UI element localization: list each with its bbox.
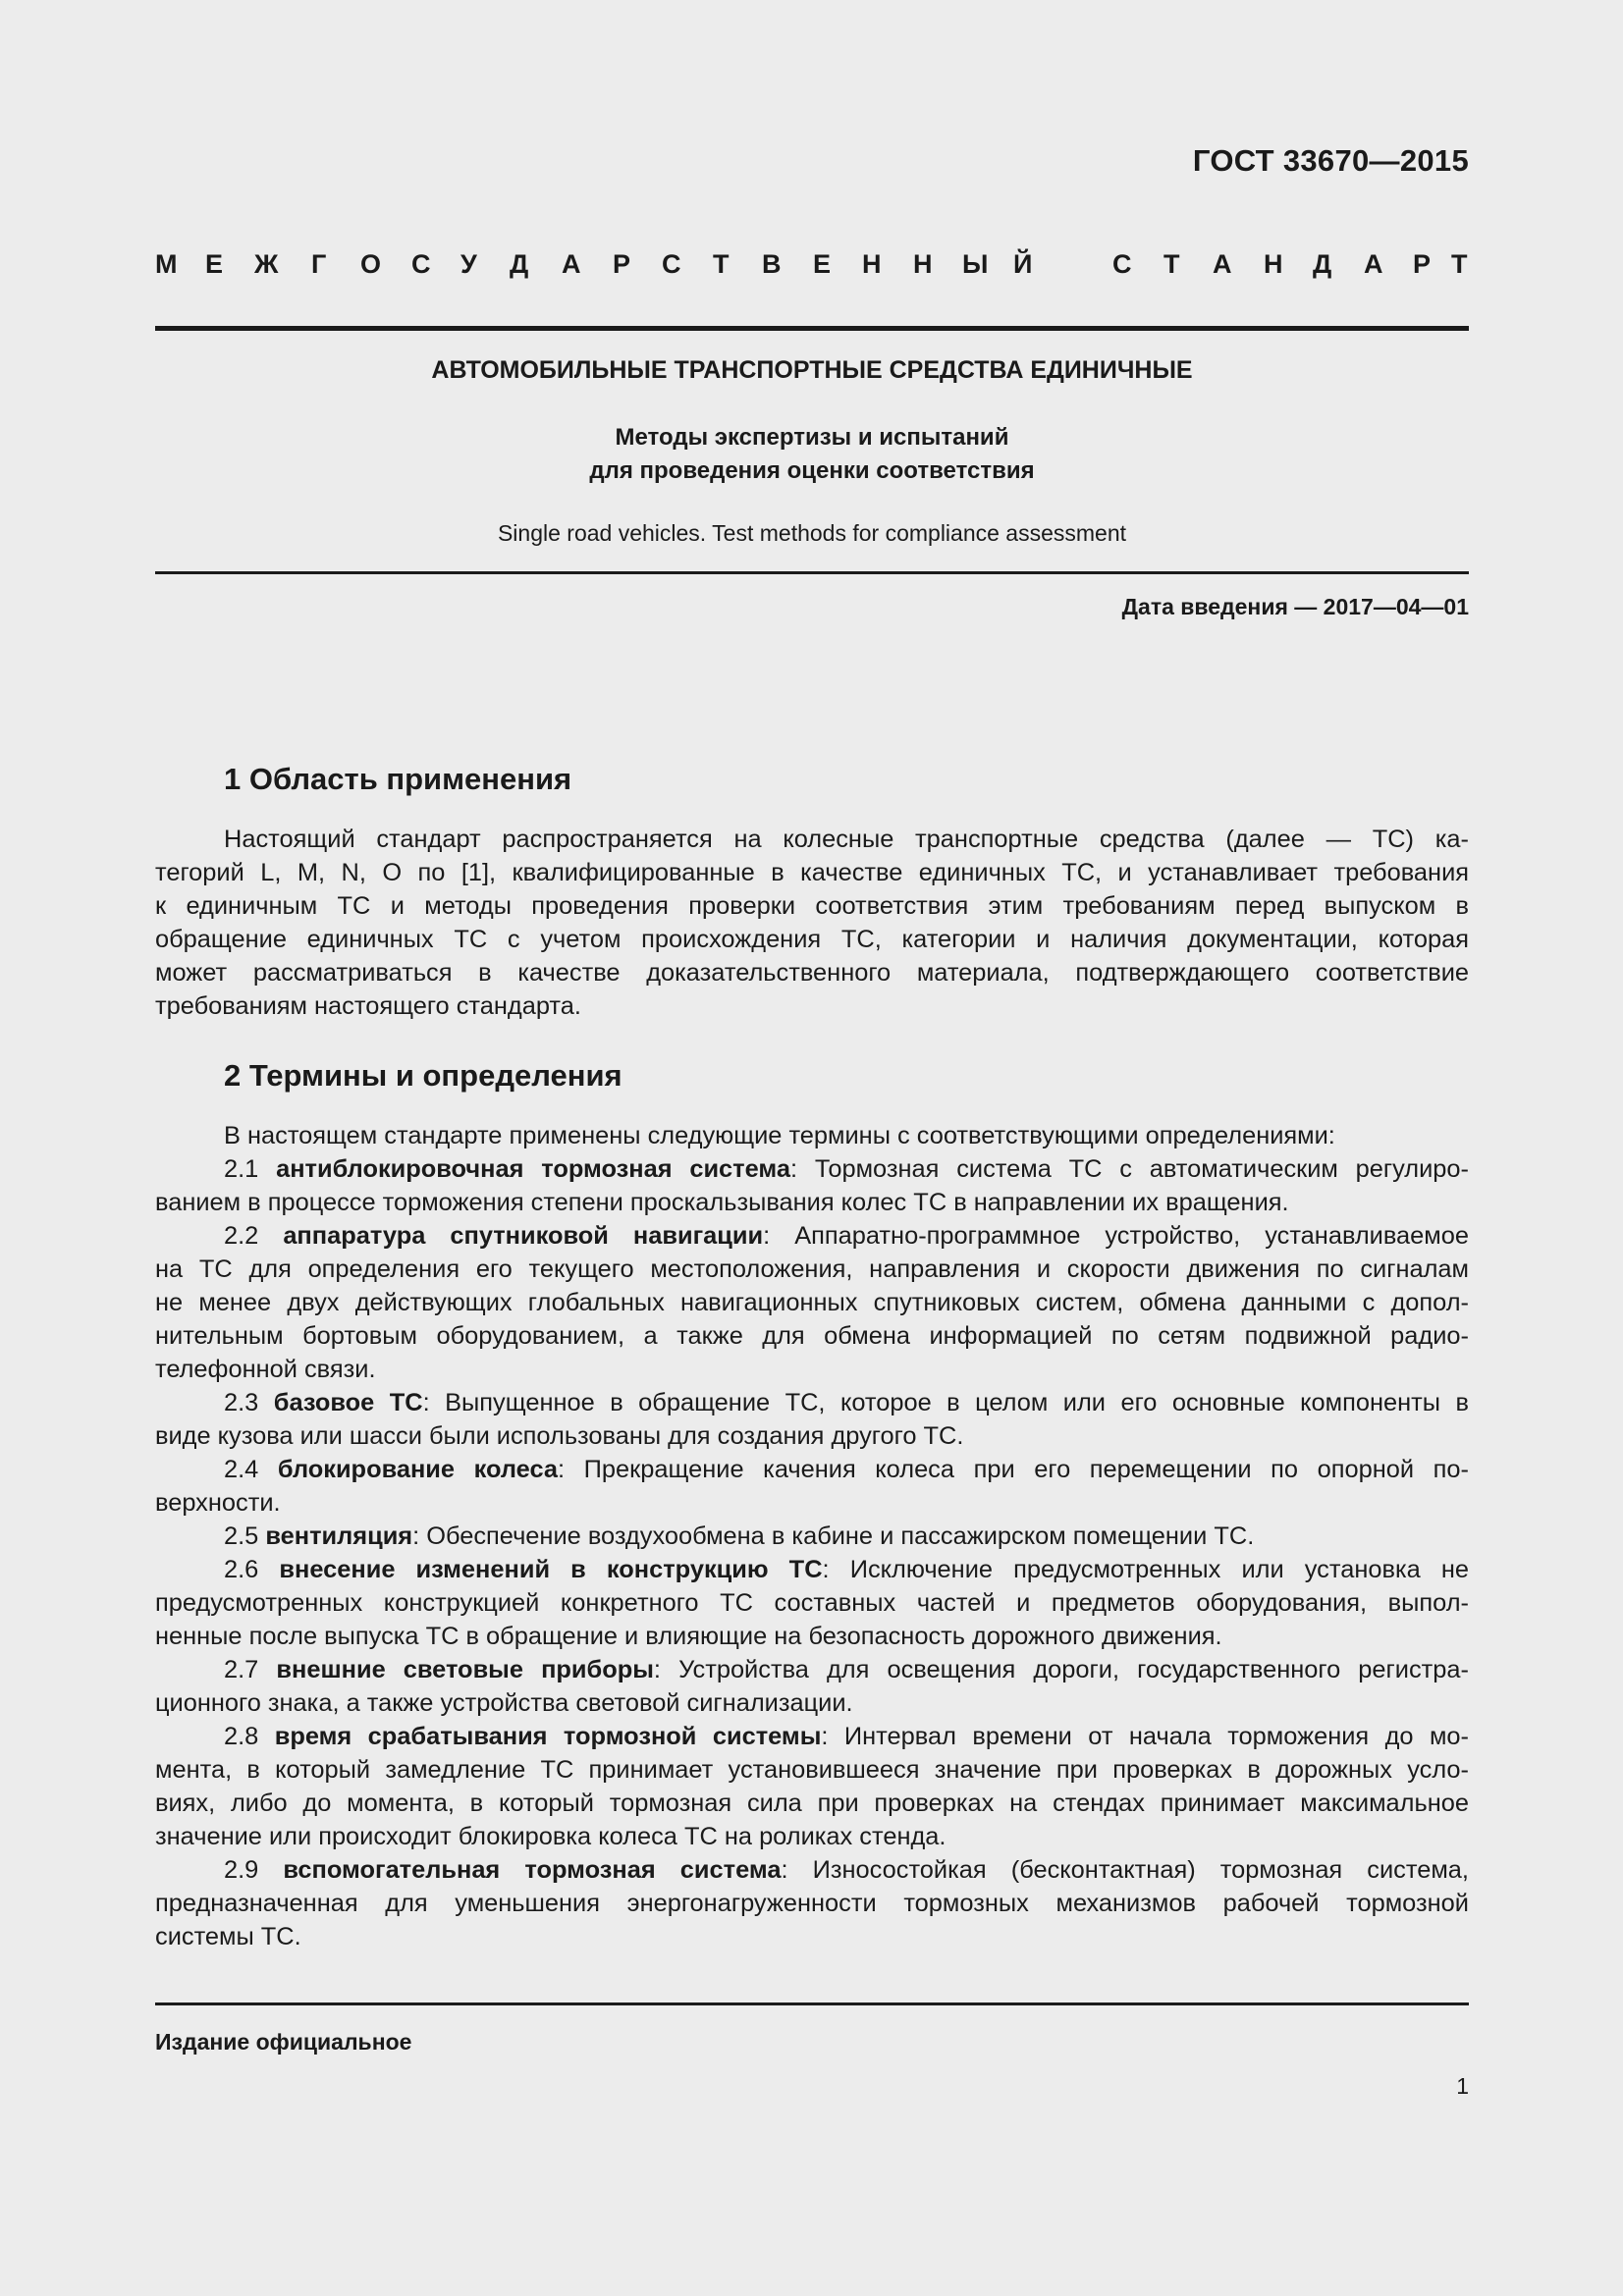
heading-letter: Е bbox=[205, 249, 224, 279]
term-line bbox=[224, 1520, 1469, 1553]
term-definition: : Интервал времени от начала торможения до мо- bbox=[821, 1723, 1469, 1750]
term-number: 2.8 bbox=[224, 1723, 259, 1750]
paragraph-line: требованиям настоящего стандарта. bbox=[155, 992, 581, 1020]
heading-letter: А bbox=[562, 249, 581, 279]
term-line bbox=[224, 1653, 1469, 1686]
heading-letter: Т bbox=[1163, 249, 1180, 279]
document-subtitle-line: для проведения оценки соответствия bbox=[589, 457, 1035, 484]
term-name: аппаратура спутниковой навигации bbox=[283, 1222, 764, 1250]
paragraph-line: Настоящий стандарт распространяется на колесные транспортные средства (далее — ТС) ка- bbox=[224, 826, 1469, 853]
paragraph-line: тегорий L, M, N, O по [1], квалифицированные в качестве единичных ТС, и устанавливает требования bbox=[155, 859, 1469, 886]
term-line bbox=[224, 1853, 1469, 1887]
introduction-date: Дата введения — 2017—04—01 bbox=[1121, 594, 1469, 619]
heading-letter: Й bbox=[1013, 249, 1033, 279]
paragraph-line: системы ТС. bbox=[155, 1923, 301, 1950]
term-number: 2.7 bbox=[224, 1656, 259, 1683]
footer-rule bbox=[155, 2002, 1469, 2005]
heading-letter: О bbox=[360, 249, 382, 279]
paragraph-line: предназначенная для уменьшения энергонагруженности тормозных механизмов рабочей тормозной bbox=[155, 1890, 1469, 1917]
english-title: Single road vehicles. Test methods for compliance assessment bbox=[497, 520, 1127, 546]
term-number: 2.2 bbox=[224, 1222, 259, 1250]
term-number: 2.5 bbox=[224, 1522, 259, 1550]
paragraph-line: предусмотренных конструкцией конкретного ТС составных частей и предметов оборудования, выпол- bbox=[155, 1589, 1469, 1617]
heading-letter: Ж bbox=[254, 249, 279, 279]
page-number: 1 bbox=[1456, 2073, 1469, 2099]
term-definition: : Износостойкая (бесконтактная) тормозная система, bbox=[781, 1856, 1469, 1884]
heading-letter: Р bbox=[613, 249, 631, 279]
paragraph-line: не менее двух действующих глобальных навигационных спутниковых систем, обмена данными с допол- bbox=[155, 1289, 1469, 1316]
term-definition: : Аппаратно-программное устройство, устанавливаемое bbox=[763, 1222, 1469, 1250]
document-title: АВТОМОБИЛЬНЫЕ ТРАНСПОРТНЫЕ СРЕДСТВА ЕДИНИЧНЫЕ bbox=[431, 356, 1193, 384]
paragraph-line: верхности. bbox=[155, 1489, 281, 1517]
term-definition: : Исключение предусмотренных или установка не bbox=[822, 1556, 1469, 1583]
header-rule bbox=[155, 326, 1469, 331]
document-number: ГОСТ 33670—2015 bbox=[1192, 143, 1469, 178]
heading-letter: А bbox=[1213, 249, 1232, 279]
heading-letter: Р bbox=[1413, 249, 1432, 279]
term-line bbox=[224, 1720, 1469, 1753]
term-number: 2.6 bbox=[224, 1556, 259, 1583]
paragraph-line: виях, либо до момента, в который тормозная сила при проверках на стендах принимает максимальное bbox=[155, 1789, 1469, 1817]
term-name: время срабатывания тормозной системы bbox=[274, 1723, 822, 1750]
section-heading: 2 Термины и определения bbox=[224, 1058, 622, 1093]
term-definition: : Обеспечение воздухообмена в кабине и пассажирском помещении ТС. bbox=[412, 1522, 1255, 1550]
term-line bbox=[224, 1453, 1469, 1486]
term-line bbox=[224, 1152, 1469, 1186]
term-number: 2.1 bbox=[224, 1155, 259, 1183]
term-name: блокирование колеса bbox=[277, 1456, 559, 1483]
heading-letter: Г bbox=[311, 249, 327, 279]
term-definition: : Выпущенное в обращение ТС, которое в целом или его основные компоненты в bbox=[422, 1389, 1469, 1416]
heading-letter: С bbox=[1112, 249, 1132, 279]
term-definition: : Устройства для освещения дороги, государственного регистра- bbox=[653, 1656, 1469, 1683]
paragraph-line: ционного знака, а также устройства световой сигнализации. bbox=[155, 1689, 853, 1717]
heading-letter: С bbox=[411, 249, 431, 279]
term-name: вспомогательная тормозная система bbox=[283, 1856, 782, 1884]
heading-letter: У bbox=[460, 249, 477, 279]
heading-letter: Н bbox=[1264, 249, 1283, 279]
paragraph-line: к единичным ТС и методы проведения проверки соответствия этим требованиям перед выпуском в bbox=[155, 892, 1469, 920]
heading-letter: Н bbox=[862, 249, 882, 279]
official-edition-label: Издание официальное bbox=[155, 2029, 412, 2055]
paragraph-line: значение или происходит блокировка колеса ТС на роликах стенда. bbox=[155, 1823, 947, 1850]
heading-letter: Е bbox=[813, 249, 832, 279]
section-heading: 1 Область применения bbox=[224, 762, 572, 796]
paragraph-line: может рассматриваться в качестве доказательственного материала, подтверждающего соответствие bbox=[155, 959, 1469, 987]
heading-letter: С bbox=[662, 249, 681, 279]
heading-letter: Д bbox=[1313, 249, 1332, 279]
heading-letter: Т bbox=[713, 249, 730, 279]
heading-letter: Н bbox=[913, 249, 933, 279]
paragraph-line: В настоящем стандарте применены следующие термины с соответствующими определениями: bbox=[224, 1122, 1335, 1149]
term-definition: : Прекращение качения колеса при его перемещении по опорной по- bbox=[558, 1456, 1469, 1483]
heading-letter: М bbox=[155, 249, 178, 279]
paragraph-line: нительным бортовым оборудованием, а также для обмена информацией по сетям подвижной радио- bbox=[155, 1322, 1469, 1350]
term-number: 2.9 bbox=[224, 1856, 259, 1884]
paragraph-line: на ТС для определения его текущего местоположения, направления и скорости движения по сигналам bbox=[155, 1255, 1469, 1283]
heading-letter: В bbox=[762, 249, 782, 279]
term-name: вентиляция bbox=[265, 1522, 413, 1550]
term-line bbox=[224, 1386, 1469, 1419]
paragraph-line: ненные после выпуска ТС в обращение и влияющие на безопасность дорожного движения. bbox=[155, 1623, 1222, 1650]
standard-type-heading bbox=[155, 249, 1469, 279]
term-name: внесение изменений в конструкцию ТС bbox=[279, 1556, 823, 1583]
title-rule bbox=[155, 571, 1469, 574]
paragraph-line: виде кузова или шасси были использованы для создания другого ТС. bbox=[155, 1422, 964, 1450]
paragraph-line: обращение единичных ТС с учетом происхождения ТС, категории и наличия документации, которая bbox=[155, 926, 1469, 953]
document-subtitle-line: Методы экспертизы и испытаний bbox=[615, 424, 1009, 451]
term-number: 2.4 bbox=[224, 1456, 259, 1483]
paragraph-line: телефонной связи. bbox=[155, 1356, 376, 1383]
term-number: 2.3 bbox=[224, 1389, 259, 1416]
heading-letter: А bbox=[1364, 249, 1383, 279]
term-name: внешние световые приборы bbox=[276, 1656, 654, 1683]
heading-letter: Ы bbox=[962, 249, 989, 279]
paragraph-line: мента, в который замедление ТС принимает установившееся значение при проверках в дорожных усло- bbox=[155, 1756, 1469, 1784]
paragraph-line: ванием в процессе торможения степени проскальзывания колес ТС в направлении их вращения. bbox=[155, 1189, 1289, 1216]
term-definition: : Тормозная система ТС с автоматическим регулиро- bbox=[789, 1155, 1469, 1183]
term-name: базовое ТС bbox=[273, 1389, 423, 1416]
term-name: антиблокировочная тормозная система bbox=[276, 1155, 790, 1183]
heading-letter: Д bbox=[510, 249, 529, 279]
term-line bbox=[224, 1553, 1469, 1586]
heading-letter: Т bbox=[1451, 249, 1468, 279]
term-line bbox=[224, 1219, 1469, 1253]
